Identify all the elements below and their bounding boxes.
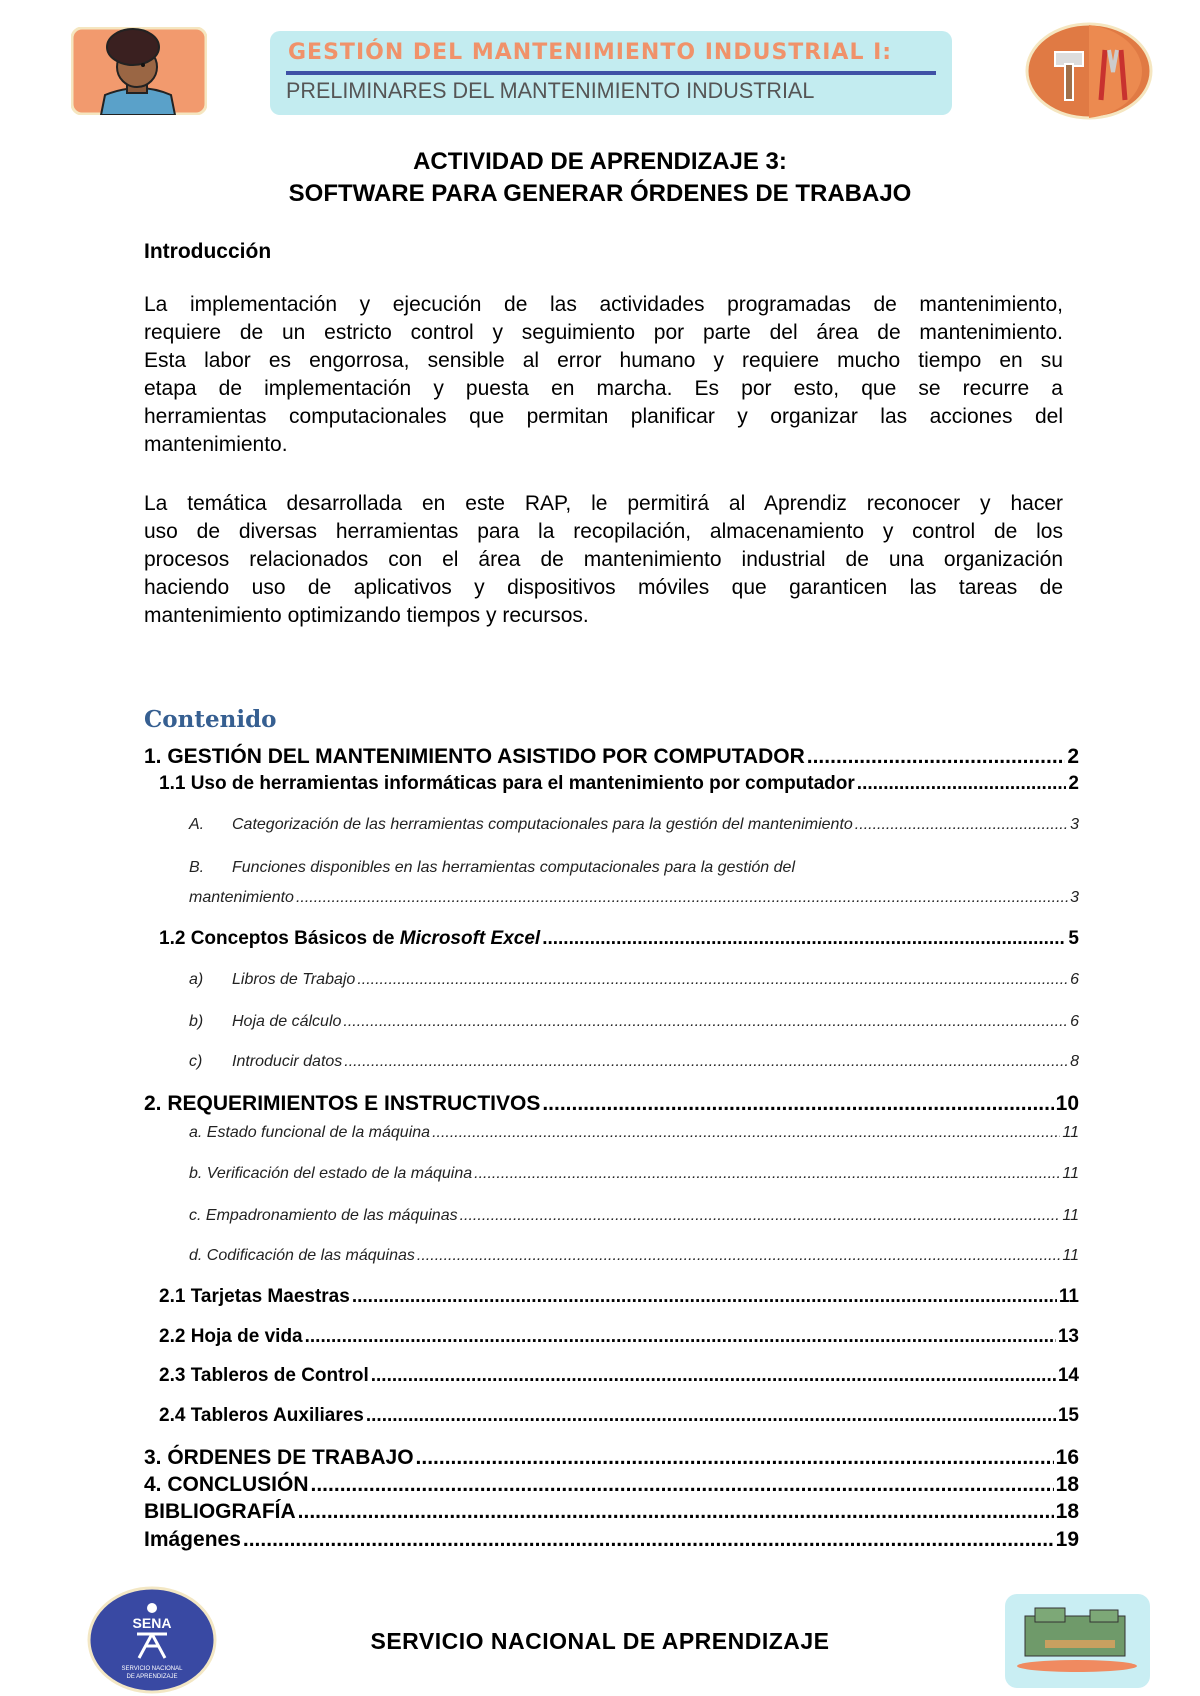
toc-label: Funciones disponibles en las herramientas computacionales para la gestión del [232, 859, 795, 876]
toc-label: 2.2 Hoja de vida [159, 1326, 303, 1347]
toc-label: Introducir datos [232, 1053, 343, 1070]
toc-label: 3. ÓRDENES DE TRABAJO [144, 1446, 414, 1469]
dot-leader [352, 1286, 1057, 1308]
toc-label: Categorización de las herramientas computacionales para la gestión del mantenimiento [232, 816, 853, 833]
toc-label: 2.4 Tableros Auxiliares [159, 1405, 364, 1426]
toc-marker: a) [189, 971, 204, 988]
paragraph-line: mantenimiento optimizando tiempos y recursos. [144, 604, 589, 627]
dot-leader [296, 889, 1068, 907]
toc-page: 11 [1058, 1286, 1079, 1307]
svg-text:DE APRENDIZAJE: DE APRENDIZAJE [126, 1674, 178, 1680]
toc-label: 1. GESTIÓN DEL MANTENIMIENTO ASISTIDO POR COMPUTADOR [144, 745, 805, 768]
toc-page: 8 [1070, 1053, 1079, 1070]
toc-label: b. Verificación del estado de la máquina [189, 1165, 473, 1182]
dot-leader [343, 1013, 1068, 1031]
toc-entry[interactable] [144, 1500, 1079, 1524]
intro-heading: Introducción [144, 240, 272, 263]
banner-title: GESTIÓN DEL MANTENIMIENTO INDUSTRIAL I: [288, 40, 893, 65]
toc-label: Imágenes [144, 1528, 241, 1551]
dot-leader [857, 773, 1067, 795]
dot-leader [371, 1365, 1056, 1387]
toc-page: 11 [1062, 1124, 1079, 1141]
paragraph-line: La implementación y ejecución de las actividades programadas de mantenimiento, [144, 293, 1063, 316]
dot-leader [416, 1446, 1054, 1470]
activity-subtitle: SOFTWARE PARA GENERAR ÓRDENES DE TRABAJO [288, 180, 912, 207]
toc-entry[interactable] [189, 1247, 1079, 1265]
dot-leader [243, 1528, 1054, 1552]
toc-entry[interactable] [159, 1405, 1079, 1427]
toc-page: 18 [1055, 1473, 1079, 1496]
toc-label: a. Estado funcional de la máquina [189, 1124, 431, 1141]
paragraph-line: Esta labor es engorrosa, sensible al error humano y requiere mucho tiempo en su [144, 349, 1063, 372]
toc-entry[interactable] [159, 1326, 1079, 1348]
dot-leader [807, 745, 1066, 769]
toc-entry[interactable] [159, 1365, 1079, 1387]
svg-text:SENA: SENA [132, 1615, 172, 1631]
dot-leader [474, 1165, 1060, 1183]
dot-leader [542, 928, 1066, 950]
paragraph-line: La temática desarrollada en este RAP, le permitirá al Aprendiz reconocer y hacer [144, 492, 1063, 515]
toc-page: 2 [1068, 773, 1079, 794]
toc-page: 11 [1062, 1207, 1079, 1224]
toc-marker: b) [189, 1013, 204, 1030]
dot-leader [298, 1500, 1054, 1524]
toc-page: 2 [1067, 745, 1079, 768]
toc-entry[interactable] [144, 1446, 1079, 1470]
toc-label: mantenimiento [189, 889, 294, 906]
toc-entry[interactable] [189, 1124, 1079, 1142]
toc-entry[interactable] [159, 928, 1079, 950]
toc-entry-line1[interactable] [189, 859, 795, 877]
dot-leader [417, 1247, 1060, 1265]
lathe-machine-icon [1005, 1594, 1150, 1688]
toc-label: d. Codificación de las máquinas [189, 1247, 415, 1264]
toc-label: Libros de Trabajo [232, 971, 356, 988]
dot-leader [432, 1124, 1060, 1142]
dot-leader [357, 971, 1068, 989]
toc-label-emphasis: Microsoft Excel [399, 928, 541, 949]
toc-label: c. Empadronamiento de las máquinas [189, 1207, 458, 1224]
paragraph-line: uso de diversas herramientas para la recopilación, almacenamiento y control de los [144, 520, 1063, 543]
toc-page: 19 [1055, 1528, 1079, 1551]
toc-label: 2.3 Tableros de Control [159, 1365, 369, 1386]
toc-page: 11 [1062, 1165, 1079, 1182]
course-banner [270, 31, 952, 115]
tools-icon [1025, 22, 1153, 120]
paragraph-line: procesos relacionados con el área de mantenimiento industrial de una organización [144, 548, 1063, 571]
toc-page: 5 [1068, 928, 1079, 949]
toc-entry[interactable] [189, 816, 1079, 834]
toc-page: 3 [1070, 889, 1079, 906]
banner-subtitle: PRELIMINARES DEL MANTENIMIENTO INDUSTRIAL [286, 78, 815, 103]
student-avatar-image [71, 27, 207, 115]
toc-label: 1.1 Uso de herramientas informáticas para el mantenimiento por computador [159, 773, 855, 794]
toc-label: Hoja de cálculo [232, 1013, 342, 1030]
toc-heading: Contenido [144, 706, 277, 733]
toc-entry[interactable] [189, 1013, 1079, 1031]
toc-entry[interactable] [189, 1165, 1079, 1183]
activity-title: ACTIVIDAD DE APRENDIZAJE 3: [413, 148, 787, 175]
toc-entry[interactable] [144, 1473, 1079, 1497]
toc-entry[interactable] [159, 773, 1079, 795]
toc-page: 13 [1057, 1326, 1079, 1347]
paragraph-line: etapa de implementación y puesta en marcha. Es por esto, que se recurre a [144, 377, 1063, 400]
toc-label: 1.2 Conceptos Básicos de [159, 928, 400, 949]
toc-page: 15 [1057, 1405, 1079, 1426]
toc-entry[interactable] [144, 745, 1079, 769]
banner-divider [286, 71, 936, 75]
toc-page: 6 [1070, 971, 1079, 988]
toc-entry[interactable] [159, 1286, 1079, 1308]
paragraph-line: mantenimiento. [144, 433, 288, 456]
dot-leader [855, 816, 1068, 834]
paragraph-line: haciendo uso de aplicativos y dispositivos móviles que garanticen las tareas de [144, 576, 1063, 599]
paragraph-line: requiere de un estricto control y seguimiento por parte del área de mantenimiento. [144, 321, 1063, 344]
toc-marker: B. [189, 859, 205, 876]
toc-entry[interactable] [189, 889, 1079, 907]
paragraph-line: herramientas computacionales que permitan planificar y organizar las acciones del [144, 405, 1063, 428]
toc-label: 4. CONCLUSIÓN [144, 1473, 309, 1496]
toc-entry[interactable] [189, 1053, 1079, 1071]
toc-page: 10 [1055, 1092, 1079, 1115]
svg-text:SERVICIO NACIONAL: SERVICIO NACIONAL [121, 1666, 183, 1672]
toc-label: 2. REQUERIMIENTOS E INSTRUCTIVOS [144, 1092, 541, 1115]
dot-leader [460, 1207, 1061, 1225]
dot-leader [311, 1473, 1054, 1497]
toc-page: 11 [1062, 1247, 1079, 1264]
toc-page: 16 [1055, 1446, 1079, 1469]
toc-entry[interactable] [144, 1092, 1079, 1116]
toc-marker: c) [189, 1053, 203, 1070]
toc-page: 14 [1057, 1365, 1079, 1386]
toc-page: 18 [1055, 1500, 1079, 1523]
institution-name: SERVICIO NACIONAL DE APRENDIZAJE [370, 1628, 830, 1654]
dot-leader [305, 1326, 1056, 1348]
toc-entry[interactable] [189, 1207, 1079, 1225]
toc-label: BIBLIOGRAFÍA [144, 1500, 296, 1523]
dot-leader [344, 1053, 1068, 1071]
dot-leader [366, 1405, 1056, 1427]
dot-leader [542, 1092, 1053, 1116]
toc-page: 6 [1070, 1013, 1079, 1030]
toc-marker: A. [189, 816, 205, 833]
toc-label: 2.1 Tarjetas Maestras [159, 1286, 350, 1307]
toc-entry[interactable] [144, 1528, 1079, 1552]
toc-page: 3 [1070, 816, 1079, 833]
toc-entry[interactable] [189, 971, 1079, 989]
